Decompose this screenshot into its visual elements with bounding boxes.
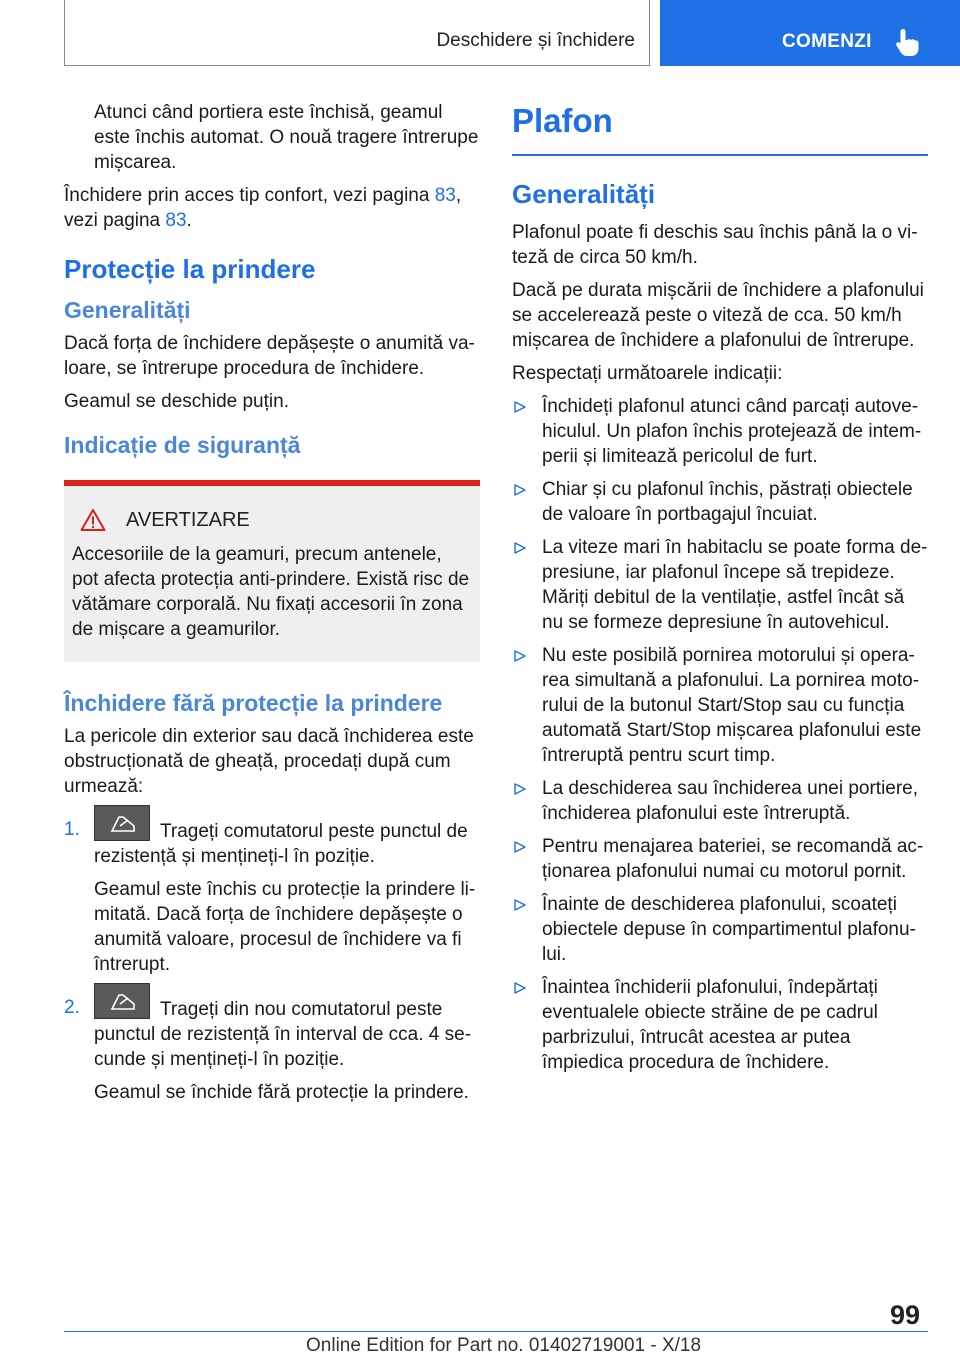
plafon-notes-intro: Respectați următoarele indicații: — [512, 363, 783, 384]
triangle-bullet-icon — [514, 650, 526, 662]
bullet-item: Chiar și cu plafonul închis, păstrați obiectele de valoare în portbagajul încuiat. — [512, 477, 928, 527]
bullet-item: Înainte de deschiderea plafonului, scoateți obiectele depuse în compartimentul plafonului. — [512, 892, 928, 967]
triangle-bullet-icon — [514, 783, 526, 795]
triangle-bullet-icon — [514, 899, 526, 911]
force-paragraph: Dacă forța de închidere depășește o anumită valoare, se întrerupe procedura de închidere. — [64, 333, 475, 379]
footer-divider — [64, 1331, 928, 1332]
warning-box — [64, 480, 480, 662]
bullet-item: Închideți plafonul atunci când parcați autovehiculul. Un plafon închis protejează de intemperii și limitează pericolul de furt. — [512, 394, 928, 469]
heading-inchidere-fara: Închidere fără protecție la prindere — [64, 690, 443, 716]
heading-plafon: Plafon — [512, 100, 928, 156]
page-link-83[interactable]: 83 — [434, 185, 456, 206]
hand-pointer-icon — [894, 27, 922, 57]
plafon-accel-paragraph: Dacă pe durata mișcării de închidere a plafonului se accelerează peste o viteză de cca. 50 km/h mișcarea de închidere a plafonului de întrerupe. — [512, 280, 924, 351]
step-1 — [64, 817, 480, 977]
danger-paragraph: La pericole din exterior sau dacă închiderea este obstrucționată de gheață, procedați după cum urmează: — [64, 726, 474, 797]
bullet-item: Nu este posibilă pornirea motorului și operarea simultană a plafonului. La pornirea motorului de la butonul Start/Stop sau cu funcția automată Start/Stop mișcarea plafonului este întreruptă pentru scurt timp. — [512, 643, 928, 768]
footer-edition: Online Edition for Part no. 01402719001 - X/18 — [306, 1335, 702, 1356]
triangle-bullet-icon — [514, 484, 526, 496]
opens-paragraph: Geamul se deschide puțin. — [64, 391, 289, 412]
heading-generalitati-right: Generalități — [512, 179, 656, 209]
bullet-item: Pentru menajarea bateriei, se recomandă acționarea plafonului numai cu motorul pornit. — [512, 834, 928, 884]
step-text: Trageți comutatorul peste punctul de rezistență și mențineți-l în poziție. — [94, 821, 468, 867]
triangle-bullet-icon — [514, 841, 526, 853]
bullet-item: La viteze mari în habitaclu se poate forma depresiune, iar plafonul începe să trepideze. Măriți debitul de la ventilație, astfel încât să nu se formeze depresiune în autovehicul. — [512, 535, 928, 635]
step-2 — [64, 995, 480, 1105]
heading-indicatie: Indicație de siguranță — [64, 432, 301, 458]
step-note: Geamul este închis cu protecție la prindere limitată. Dacă forța de închidere depășește o anumită valoare, procesul de închidere va fi întrerupt. — [94, 879, 476, 975]
right-column — [512, 100, 928, 1083]
bullet-item: Înaintea închiderii plafonului, îndepărtați eventualele obiecte străine de pe cadrul parbrizului, întrucât acestea ar putea împiedica procedura de închidere. — [512, 975, 928, 1075]
triangle-bullet-icon — [514, 401, 526, 413]
bullet-item: La deschiderea sau închiderea unei portiere, închiderea plafonului este întreruptă. — [512, 776, 928, 826]
triangle-bullet-icon — [514, 982, 526, 994]
comfort-access-paragraph: Închidere prin acces tip confort, vezi pagina 83, vezi pagina 83. — [64, 185, 462, 231]
warning-text: Accesoriile de la geamuri, precum antenele, pot afecta protecția anti-prindere. Există risc de vătămare corporală. Nu fixați accesorii în zona de mișcare a geamurilor. — [72, 544, 470, 640]
triangle-bullet-icon — [514, 542, 526, 554]
step-note: Geamul se închide fără protecție la prindere. — [94, 1082, 469, 1103]
section-header — [64, 0, 650, 66]
warning-title: AVERTIZARE — [126, 508, 250, 531]
page-link-83-second[interactable]: 83 — [165, 210, 187, 231]
heading-generalitati-left: Generalități — [64, 297, 191, 323]
heading-protectie: Protecție la prindere — [64, 254, 316, 284]
tab-comenzi[interactable] — [660, 0, 960, 66]
step-number: 1. — [64, 819, 80, 840]
section-title: Deschidere și închidere — [436, 30, 635, 51]
page-number: 99 — [890, 1300, 921, 1330]
plafon-bullet-list — [512, 394, 928, 1075]
window-switch-icon — [94, 805, 150, 841]
step-number: 2. — [64, 997, 80, 1018]
warning-triangle-icon — [80, 508, 106, 532]
step-text: Trageți din nou comutatorul peste punctul de rezistență în interval de cca. 4 secunde și mențineți-l în poziție. — [94, 999, 472, 1070]
left-column — [64, 100, 480, 1113]
tab-label: COMENZI — [782, 31, 872, 52]
plafon-speed-paragraph: Plafonul poate fi deschis sau închis până la o viteză de circa 50 km/h. — [512, 222, 918, 268]
intro-paragraph: Atunci când portiera este închisă, geamul este închis automat. O nouă tragere întrerupe mișcarea. — [94, 102, 479, 173]
window-switch-icon — [94, 983, 150, 1019]
